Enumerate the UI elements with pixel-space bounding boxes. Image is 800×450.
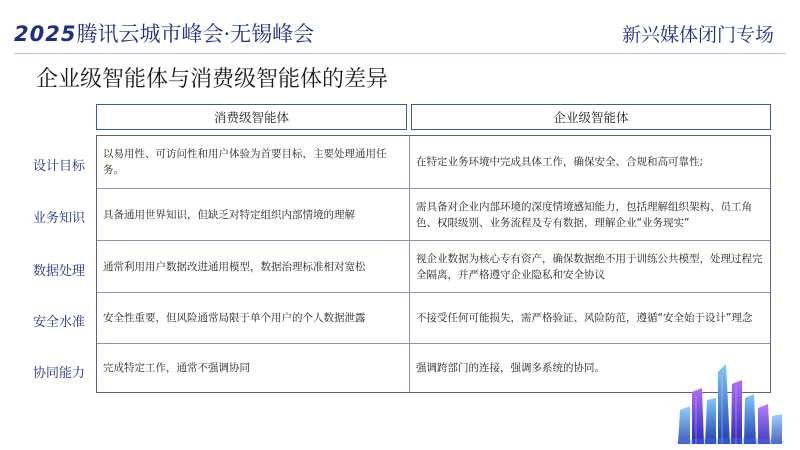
- cell-consumer-security: 安全性重要，但风险通常局限于单个用户的个人数据泄露: [103, 312, 366, 324]
- column-header-consumer: 消费级智能体: [96, 104, 407, 130]
- event-year: 2025: [14, 22, 77, 46]
- row-label-data-processing: 数据处理: [32, 264, 85, 279]
- row-label-design-goal: 设计目标: [32, 159, 85, 174]
- cell-consumer-data-processing: 通常利用用户数据改进通用模型，数据治理标准相对宽松: [103, 260, 366, 273]
- cell-enterprise-security: 不接受任何可能损失，需严格验证、风险防范，遵循“安全始于设计”理念: [416, 312, 753, 324]
- row-label-collaboration: 协同能力: [32, 366, 85, 381]
- session-name: 新兴媒体闭门专场: [621, 24, 774, 46]
- cell-consumer-business-knowledge: 具备通用世界知识，但缺乏对特定组织内部情境的理解: [103, 208, 355, 221]
- city-skyline-graphic: [674, 360, 786, 444]
- column-header-enterprise: 企业级智能体: [411, 104, 771, 130]
- header-divider: [14, 53, 786, 54]
- cell-enterprise-business-knowledge: 需具备对企业内部环境的深度情境感知能力，包括理解组织架构、员工角色、权限级别、业务流程及专有数据，理解企业“业务现实”: [416, 200, 752, 229]
- row-label-business-knowledge: 业务知识: [32, 211, 85, 226]
- comparison-table: [96, 135, 771, 393]
- event-title: 腾讯云城市峰会·无锡峰会: [76, 22, 315, 46]
- cell-enterprise-design-goal: 在特定业务环境中完成具体工作，确保安全、合规和高可靠性;: [416, 156, 704, 168]
- row-label-security: 安全水准: [32, 315, 85, 330]
- cell-consumer-design-goal: 以易用性、可访问性和用户体验为首要目标，主要处理通用任务。: [103, 148, 387, 176]
- cell-enterprise-data-processing: 视企业数据为核心专有资产，确保数据绝不用于训练公共模型，处理过程完全隔离，并严格遵守企业隐私和安全协议: [416, 252, 763, 281]
- cell-consumer-collaboration: 完成特定工作，通常不强调协同: [103, 362, 250, 374]
- page-title: 企业级智能体与消费级智能体的差异: [36, 67, 389, 92]
- cell-enterprise-collaboration: 强调跨部门的连接，强调多系统的协同。: [416, 362, 605, 374]
- event-title-bar: [14, 18, 314, 48]
